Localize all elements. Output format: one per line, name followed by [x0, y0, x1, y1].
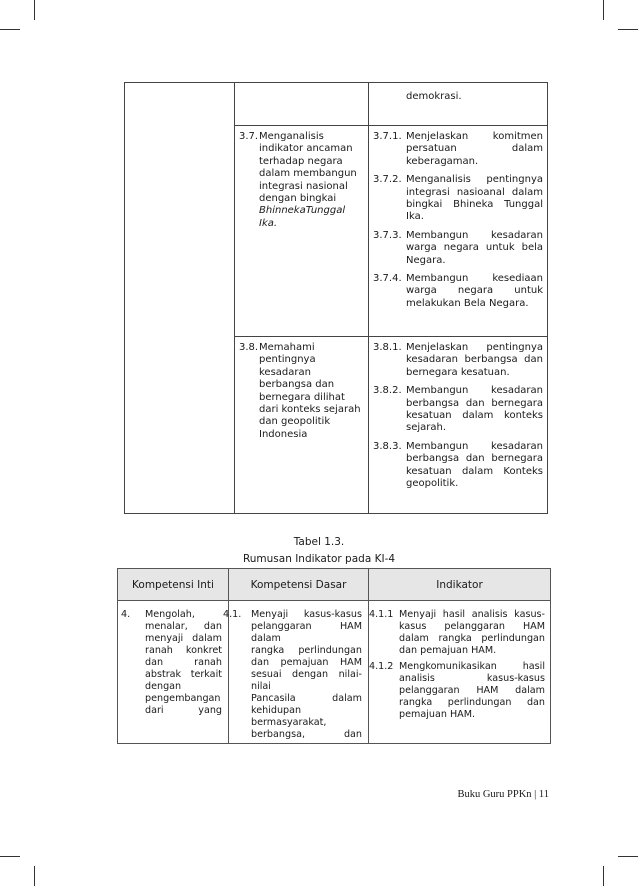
indicator-item: 3.8.3. Membangun kesadaran berbangsa dan bernegara kesatuan dalam Konteks geopolitik.	[373, 440, 543, 490]
indicator-tail: demokrasi.	[406, 91, 462, 102]
kd-line: Menganalisis	[259, 131, 324, 142]
table-ki3-continued	[124, 82, 548, 514]
kd-cell	[235, 337, 369, 514]
kd-line-italic: Ika.	[259, 217, 278, 229]
crop-mark	[618, 856, 638, 857]
indicator-item: 3.7.1. Menjelaskan komitmen persatuan dalam keberagaman.	[373, 131, 543, 167]
indicator-item: 4.1.1 Menyaji hasil analisis kasus-kasus pelanggaran HAM dalam rangka perlindungan dan pemajuan HAM.	[369, 609, 545, 656]
indicator-item: 3.8.2. Membangun kesadaran berbangsa dan bernegara kesatuan dalam konteks sejarah.	[373, 385, 543, 434]
indicator-item: 3.7.4. Membangun kesediaan warga negara untuk melakukan Bela Negara.	[373, 273, 543, 309]
kd-line: dari konteks sejarah	[259, 404, 361, 416]
indicator-item: 3.8.1. Menjelaskan pentingnya kesadaran berbangsa dan bernegara kesatuan.	[373, 342, 543, 378]
kd-line: dalam membangun	[259, 168, 357, 180]
kd-line: sesuai dengan nilai-nilai	[251, 669, 362, 692]
table-row	[125, 83, 548, 126]
crop-mark	[34, 866, 35, 886]
header-kompetensi-dasar: Kompetensi Dasar	[229, 569, 369, 601]
ki-line: menalar, dan	[145, 621, 222, 632]
kd-line: bermasyarakat,	[251, 717, 327, 728]
ki-cell-empty	[125, 83, 235, 514]
kd-line: Indonesia	[259, 428, 308, 440]
ki-line: dari yang	[145, 705, 222, 716]
kd-line: berbangsa dan	[259, 379, 335, 391]
ki-number: 4.	[121, 609, 131, 620]
kd-line: kehidupan	[251, 705, 302, 716]
kd-line: pentingnya	[259, 354, 316, 366]
kd-number: 3.7.	[239, 131, 259, 142]
crop-mark	[603, 866, 604, 886]
indicator-item: 4.1.2 Mengkomunikasikan hasil analisis kasus-kasus pelanggaran HAM dalam rangka perlindungan dan pemajuan HAM.	[369, 661, 545, 720]
crop-mark	[0, 856, 20, 857]
kd-number: 4.1.	[223, 609, 242, 620]
table-caption-title: Tabel 1.3.	[293, 536, 345, 548]
indicator-cell	[369, 337, 548, 514]
kd-cell	[235, 126, 369, 337]
table-ki4	[117, 568, 551, 744]
kd-line: dengan bingkai	[259, 193, 337, 205]
kd-line: kesadaran	[259, 366, 311, 378]
kd-line: Pancasila dalam	[251, 693, 362, 704]
table-caption-subtitle: Rumusan Indikator pada KI-4	[242, 553, 396, 565]
ki-line: abstrak terkait	[145, 669, 222, 680]
kd-line: Memahami	[259, 342, 315, 353]
indicator-item: 3.7.2. Menganalisis pentingnya integrasi nasioanal dalam bingkai Bhineka Tunggal Ika.	[373, 174, 543, 223]
ki-line: menyaji dalam	[145, 633, 222, 644]
crop-mark	[618, 29, 638, 30]
indicator-cell	[369, 601, 551, 744]
kd-line: indikator ancaman	[259, 143, 353, 155]
ki-line: ranah konkret	[145, 645, 222, 656]
kd-line: berbangsa, dan	[251, 729, 362, 740]
table-header-row	[118, 569, 551, 601]
kd-line-italic: BhinnekaTunggal	[259, 205, 346, 217]
page-footer: Buku Guru PPKn | 11	[457, 789, 549, 800]
kd-line: dan pemajuan HAM	[251, 657, 362, 668]
kd-line: dan geopolitik	[259, 416, 331, 428]
kd-line: terhadap negara	[259, 155, 343, 167]
ki-cell	[118, 601, 229, 744]
header-indikator: Indikator	[369, 569, 551, 601]
ki-line: dengan	[145, 681, 182, 692]
table-row	[118, 601, 551, 744]
kd-line: Menyaji kasus-kasus	[251, 609, 362, 620]
ki-line: Mengolah,	[145, 609, 195, 620]
crop-mark	[0, 29, 20, 30]
kd-line: pelanggaran HAM dalam	[251, 621, 362, 644]
kd-cell	[223, 601, 369, 744]
kd-line: integrasi nasional	[259, 180, 348, 192]
crop-mark	[34, 0, 35, 20]
kd-cell-empty	[235, 83, 369, 126]
ki-line: dan ranah	[145, 657, 222, 668]
ki-line: pengembangan	[145, 693, 221, 704]
kd-line: rangka perlindungan	[251, 645, 362, 656]
kd-line: bernegara dilihat	[259, 391, 345, 403]
indicator-cell	[369, 83, 548, 126]
header-kompetensi-inti: Kompetensi Inti	[118, 569, 229, 601]
indicator-cell	[369, 126, 548, 337]
indicator-item: 3.7.3. Membangun kesadaran warga negara untuk bela Negara.	[373, 229, 543, 266]
kd-number: 3.8.	[239, 342, 259, 353]
crop-mark	[603, 0, 604, 20]
